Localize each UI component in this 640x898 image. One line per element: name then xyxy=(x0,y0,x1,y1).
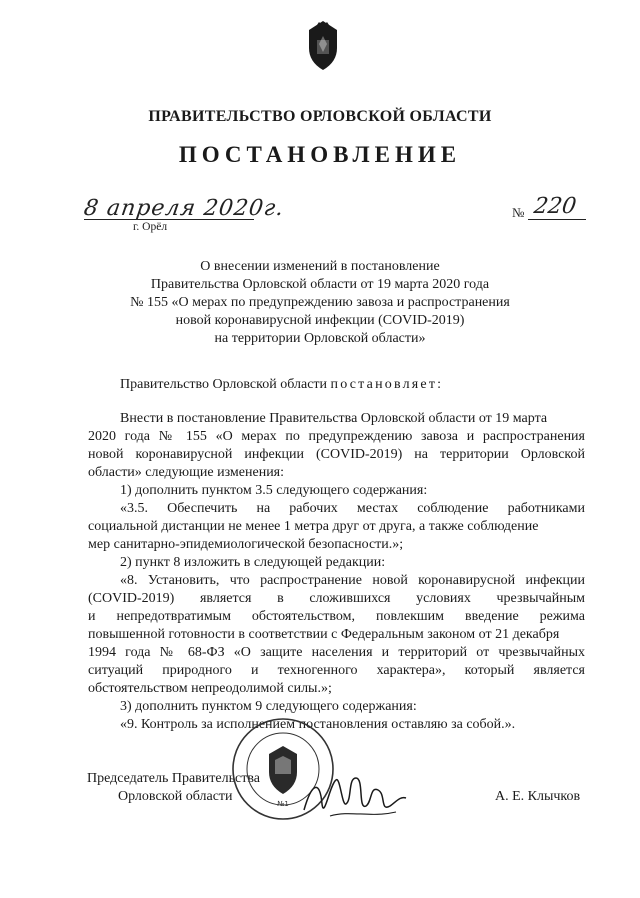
stamp-number: №1 xyxy=(277,800,289,808)
body-line: мер санитарно-эпидемиологической безопасности.»; xyxy=(88,537,404,552)
body-line: 3) дополнить пунктом 9 следующего содержания: xyxy=(120,699,417,714)
organization-name: ПРАВИТЕЛЬСТВО ОРЛОВСКОЙ ОБЛАСТИ xyxy=(148,108,492,125)
number-underline xyxy=(528,219,586,220)
body-line: «3.5. Обеспечить на рабочих местах соблюдение работниками xyxy=(120,501,585,516)
body-line: «9. Контроль за исполнением постановления оставляю за собой.». xyxy=(120,717,516,732)
title-line: Правительства Орловской области от 19 марта 2020 года xyxy=(150,277,490,292)
handwritten-number: 220 xyxy=(532,194,578,219)
body-line: Внести в постановление Правительства Орловской области от 19 марта xyxy=(120,411,548,426)
signatory-name: А. Е. Клычков xyxy=(495,789,581,804)
document-title xyxy=(100,258,540,348)
body-line: (COVID-2019) является в сложившихся условиях чрезвычайным xyxy=(88,591,585,606)
body-line: и непредотвратимым обстоятельством, повлекшим введение режима xyxy=(88,609,585,624)
intro-verb: постановляет: xyxy=(330,377,444,392)
handwritten-signature-icon xyxy=(300,760,410,830)
body-line: области» следующие изменения: xyxy=(88,465,285,480)
date-underline xyxy=(84,219,254,220)
body-line: обстоятельством непреодолимой силы.»; xyxy=(88,681,332,696)
body-line: социальной дистанции не менее 1 метра друг от друга, а также соблюдение xyxy=(88,519,539,534)
city: г. Орёл xyxy=(133,221,168,233)
body-line: 1) дополнить пунктом 3.5 следующего содержания: xyxy=(120,483,428,498)
signatory-title: Председатель Правительства xyxy=(87,771,260,786)
document-kind: ПОСТАНОВЛЕНИЕ xyxy=(178,142,462,167)
title-line: № 155 «О мерах по предупреждению завоза и распространения xyxy=(130,295,510,310)
body-line: ситуаций природного и техногенного характера», который является xyxy=(88,663,585,678)
handwritten-date: 8 апреля 2020г. xyxy=(82,196,286,221)
body-line: «8. Установить, что распространение новой коронавирусной инфекции xyxy=(120,573,585,588)
body-line: новой коронавирусной инфекции (COVID-2019) на территории Орловской xyxy=(88,447,585,462)
body-line: 2020 года № 155 «О мерах по предупреждению завоза и распространения xyxy=(88,429,585,444)
body-line: 2) пункт 8 изложить в следующей редакции: xyxy=(120,555,386,570)
title-line: О внесении изменений в постановление xyxy=(200,259,440,274)
title-line: на территории Орловской области» xyxy=(214,331,426,346)
number-label: № xyxy=(512,205,525,220)
intro-prefix: Правительство Орловской области xyxy=(120,377,331,392)
title-line: новой коронавирусной инфекции (COVID-2019) xyxy=(175,313,465,328)
body-line: 1994 года № 68-ФЗ «О защите населения и территорий от чрезвычайных xyxy=(88,645,585,660)
signatory-title-region: Орловской области xyxy=(118,789,233,804)
coat-of-arms-icon xyxy=(303,18,343,72)
body-line: повышенной готовности в соответствии с Федеральным законом от 21 декабря xyxy=(88,627,560,642)
resolution-intro xyxy=(120,377,443,393)
